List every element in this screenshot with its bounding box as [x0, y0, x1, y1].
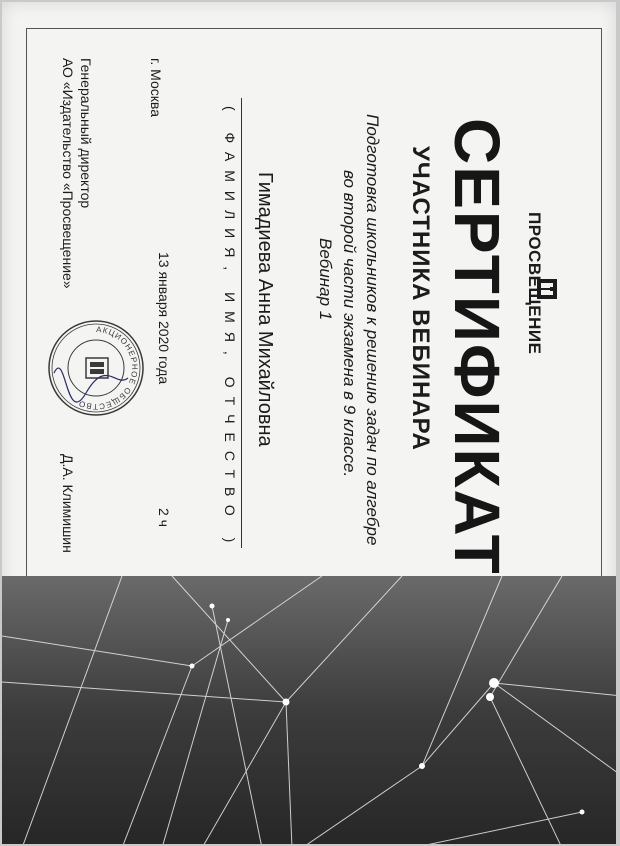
course-hours: 2 ч — [156, 508, 172, 527]
name-underline — [241, 98, 242, 548]
issue-city: г. Москва — [148, 58, 164, 117]
certificate-subtitle: УЧАСТНИКА ВЕБИНАРА — [407, 146, 434, 451]
issue-date: 13 января 2020 года — [156, 252, 172, 385]
stamp-text: АКЦИОНЕРНОЕ ОБЩЕСТВО — [76, 324, 140, 412]
certificate-content — [2, 2, 616, 844]
publisher-logo-text: ПРОСВЕЩЕНИЕ — [525, 212, 544, 355]
signatory-name: Д.А. Климишин — [60, 454, 76, 553]
certificate-sheet — [2, 2, 616, 844]
webinar-theme-line-2: во второй части экзамена в 9 классе. — [340, 170, 359, 478]
round-stamp-icon — [46, 318, 146, 418]
webinar-theme-line-1: Подготовка школьников к решению задач по алгебре — [363, 114, 382, 546]
signatory-position-line-2: АО «Издательство «Просвещение» — [60, 58, 76, 289]
signatory-position-line-1: Генеральный директор — [78, 58, 94, 209]
network-decoration — [2, 576, 616, 844]
name-caption: ( ФАМИЛИЯ, ИМЯ, ОТЧЕСТВО ) — [222, 106, 238, 552]
participant-name: Гимадиева Анна Михайловна — [254, 172, 276, 447]
certificate-title: СЕРТИФИКАТ — [441, 118, 513, 576]
webinar-theme-line-3: Вебинар 1 — [316, 238, 335, 321]
